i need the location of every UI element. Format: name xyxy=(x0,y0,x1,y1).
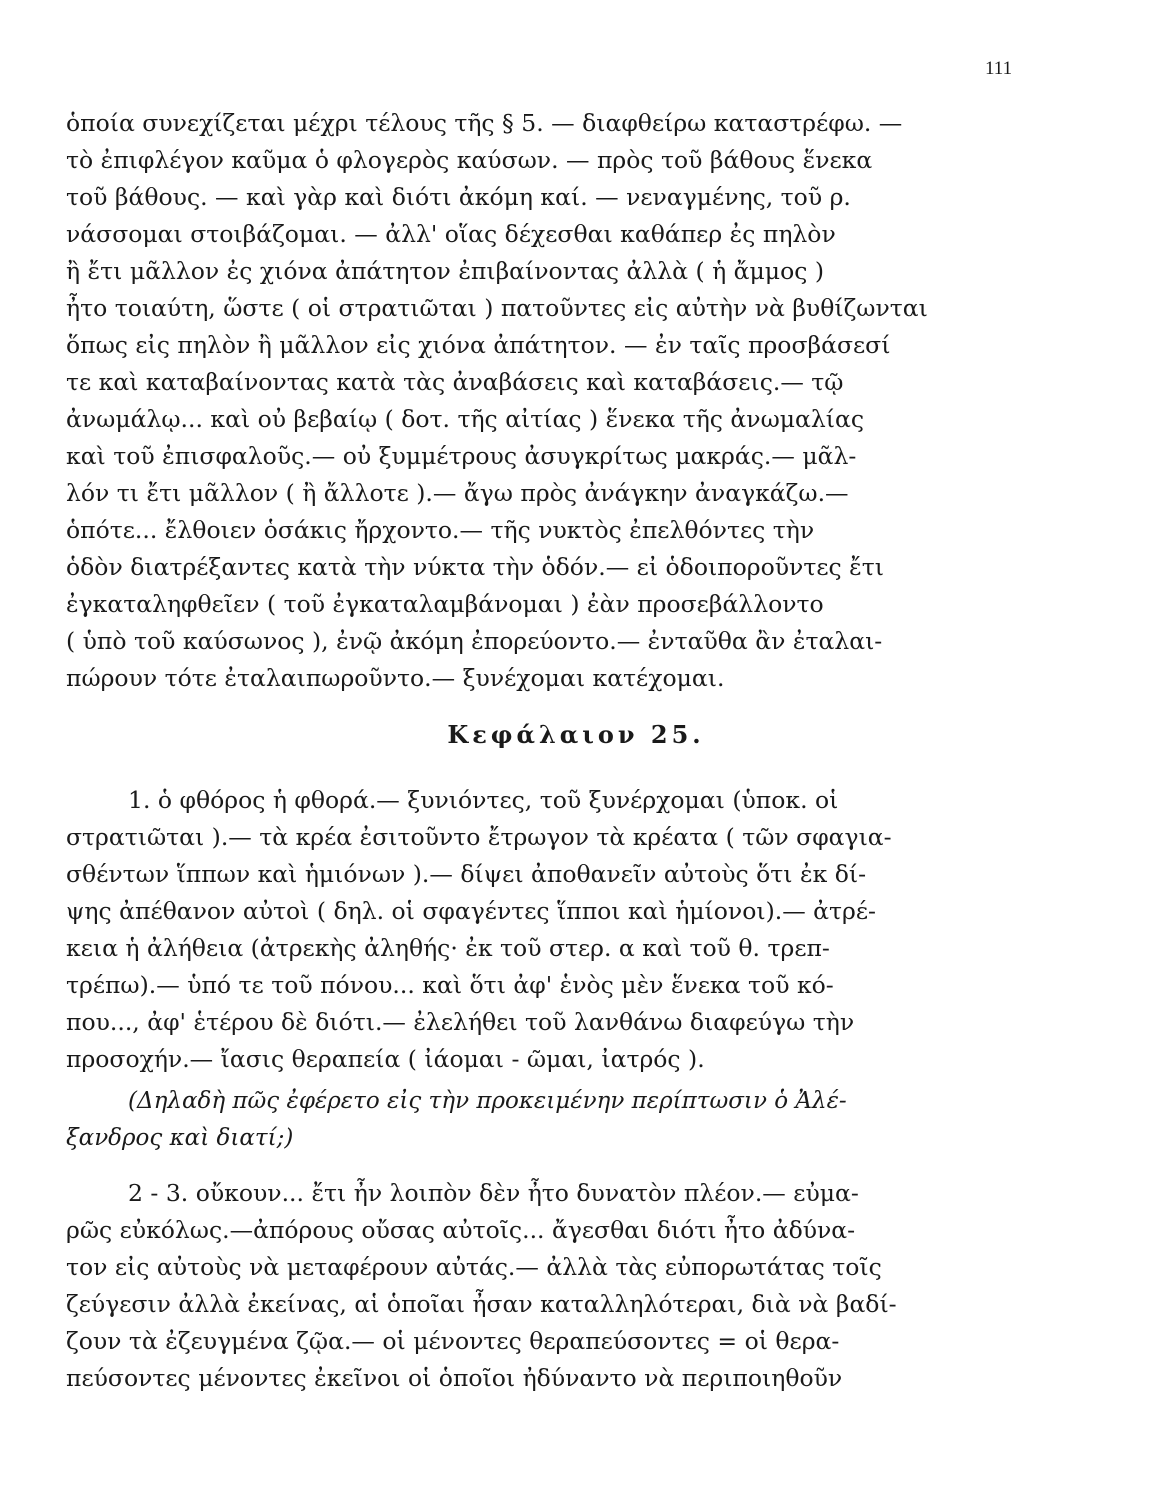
text-line: ὁποία συνεχίζεται μέχρι τέλους τῆς § 5. — διαφθείρω καταστρέφω. — xyxy=(66,109,903,137)
text-line: τον εἰς αὐτοὺς νὰ μεταφέρουν αὐτάς.— ἀλλὰ τὰς εὐπορωτάτας τοῖς xyxy=(66,1253,882,1281)
text-line: κεια ἡ ἀλήθεια (ἀτρεκὴς ἀληθής· ἐκ τοῦ στερ. α καὶ τοῦ θ. τρεπ- xyxy=(66,934,830,962)
text-line: προσοχήν.— ἴασις θεραπεία ( ἰάομαι - ῶμαι, ἰατρός ). xyxy=(66,1045,705,1073)
text-line: πώρουν τότε ἐταλαιπωροῦντο.— ξυνέχομαι κατέχομαι. xyxy=(66,664,725,692)
text-line: ὁδὸν διατρέξαντες κατὰ τὴν νύκτα τὴν ὁδόν.— εἰ ὁδοιποροῦντες ἔτι xyxy=(66,553,884,581)
text-line: τοῦ βάθους. — καὶ γὰρ καὶ διότι ἀκόμη καί. — νεναγμένης, τοῦ ρ. xyxy=(66,183,851,211)
text-line: τε καὶ καταβαίνοντας κατὰ τὰς ἀναβάσεις καὶ καταβάσεις.— τῷ xyxy=(66,368,844,396)
text-line: που..., ἀφ' ἑτέρου δὲ διότι.— ἐλελήθει τοῦ λανθάνω διαφεύγω τὴν xyxy=(66,1008,855,1036)
text-line: ὁπότε... ἔλθοιεν ὁσάκις ἤρχοντο.— τῆς νυκτὸς ἐπελθόντες τὴν xyxy=(66,516,815,544)
text-line: ζεύγεσιν ἀλλὰ ἐκείνας, αἱ ὁποῖαι ἦσαν καταλληλότεραι, διὰ νὰ βαδί- xyxy=(66,1290,897,1318)
text-line: ἢ ἔτι μᾶλλον ἐς χιόνα ἀπάτητον ἐπιβαίνοντας ἀλλὰ ( ἡ ἄμμος ) xyxy=(66,257,825,285)
text-line: ρῶς εὐκόλως.—ἀπόρους οὔσας αὐτοῖς... ἄγεσθαι διότι ἦτο ἀδύνα- xyxy=(66,1216,856,1244)
page-number: 111 xyxy=(985,58,1013,79)
text-line: σθέντων ἵππων καὶ ἡμιόνων ).— δίψει ἀποθανεῖν αὐτοὺς ὅτι ἐκ δί- xyxy=(66,860,867,888)
text-line: ἀνωμάλῳ... καὶ οὐ βεβαίῳ ( δοτ. τῆς αἰτίας ) ἕνεκα τῆς ἀνωμαλίας xyxy=(66,405,865,433)
text-line: τὸ ἐπιφλέγον καῦμα ὁ φλογερὸς καύσων. — πρὸς τοῦ βάθους ἕνεκα xyxy=(66,146,873,174)
text-line: ἐγκαταληφθεῖεν ( τοῦ ἐγκαταλαμβάνομαι ) ἐὰν προσεβάλλοντο xyxy=(66,590,824,618)
text-line: ψης ἀπέθανον αὐτοὶ ( δηλ. οἱ σφαγέντες ἵπποι καὶ ἡμίονοι).— ἀτρέ- xyxy=(66,897,876,925)
note-line: ξανδρος καὶ διατί;) xyxy=(66,1125,294,1151)
text-line: νάσσομαι στοιβάζομαι. — ἀλλ' οἵας δέχεσθαι καθάπερ ἐς πηλὸν xyxy=(66,220,836,248)
text-line: καὶ τοῦ ἐπισφαλοῦς.— οὐ ξυμμέτρους ἀσυγκρίτως μακράς.— μᾶλ- xyxy=(66,442,857,470)
text-line: 2 - 3. οὔκουν... ἔτι ἦν λοιπὸν δὲν ἦτο δυνατὸν πλέον.— εὐμα- xyxy=(128,1179,859,1207)
text-line: τρέπω).— ὑπό τε τοῦ πόνου... καὶ ὅτι ἀφ' ἑνὸς μὲν ἕνεκα τοῦ κό- xyxy=(66,971,834,999)
text-line: 1. ὁ φθόρος ἡ φθορά.— ξυνιόντες, τοῦ ξυνέρχομαι (ὑποκ. οἱ xyxy=(128,786,839,814)
text-line: στρατιῶται ).— τὰ κρέα ἐσιτοῦντο ἔτρωγον τὰ κρέατα ( τῶν σφαγια- xyxy=(66,823,892,851)
text-line: ὅπως εἰς πηλὸν ἢ μᾶλλον εἰς χιόνα ἀπάτητον. — ἐν ταῖς προσβάσεσί xyxy=(66,331,891,359)
text-line: ( ὑπὸ τοῦ καύσωνος ), ἐνῷ ἀκόμη ἐπορεύοντο.— ἐνταῦθα ἂν ἐταλαι- xyxy=(66,627,883,655)
note-line: (Δηλαδὴ πῶς ἐφέρετο εἰς τὴν προκειμένην περίπτωσιν ὁ Ἀλέ- xyxy=(128,1088,847,1114)
text-line: ζουν τὰ ἐζευγμένα ζῷα.— οἱ μένοντες θεραπεύσοντες = οἱ θερα- xyxy=(66,1327,840,1355)
text-line: ἦτο τοιαύτη, ὥστε ( οἱ στρατιῶται ) πατοῦντες εἰς αὐτὴν νὰ βυθίζωνται xyxy=(66,294,928,322)
text-line: λόν τι ἔτι μᾶλλον ( ἢ ἄλλοτε ).— ἄγω πρὸς ἀνάγκην ἀναγκάζω.— xyxy=(66,479,849,507)
chapter-heading: Κεφάλαιον 25. xyxy=(447,720,705,749)
text-line: πεύσοντες μένοντες ἐκεῖνοι οἱ ὁποῖοι ἠδύναντο νὰ περιποιηθοῦν xyxy=(66,1364,843,1392)
